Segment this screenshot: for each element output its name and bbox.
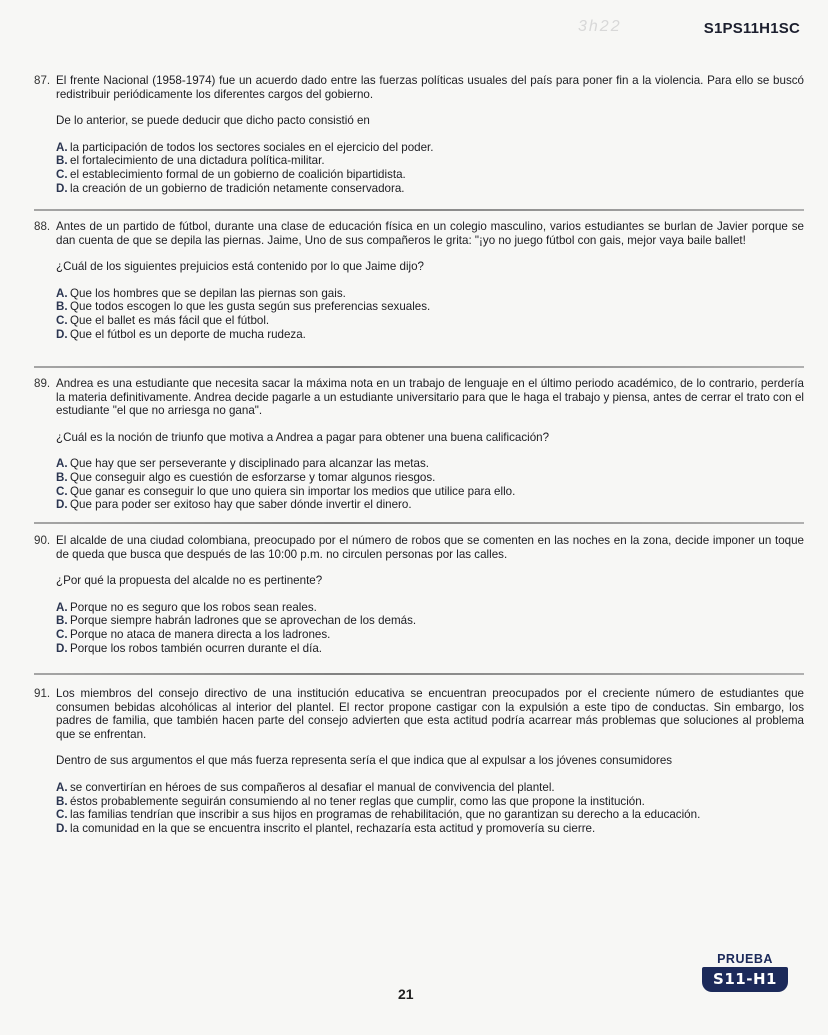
option-text: Porque siempre habrán ladrones que se aprovechan de los demás. [70, 614, 417, 628]
answer-options [34, 781, 804, 835]
answer-options [34, 141, 804, 195]
question-87 [34, 74, 804, 195]
question-stem [34, 74, 804, 101]
answer-option-b[interactable] [56, 614, 804, 628]
option-text: Que los hombres que se depilan las piernas son gais. [70, 286, 346, 300]
option-text: Que el ballet es más fácil que el fútbol. [70, 313, 270, 327]
question-prompt: ¿Cuál es la noción de triunfo que motiva a Andrea a pagar para obtener una buena calificación? [56, 430, 550, 444]
question-89 [34, 377, 804, 512]
option-text: se convertirían en héroes de sus compañeros al desafiar el manual de convivencia del plantel. [70, 780, 555, 794]
answer-option-a[interactable] [56, 781, 804, 795]
question-stem [34, 534, 804, 561]
option-letter: B. [56, 300, 68, 314]
exam-code-header: S1PS11H1SC [703, 20, 800, 37]
option-letter: B. [56, 470, 68, 484]
badge-label: PRUEBA [717, 952, 773, 966]
option-letter: D. [56, 327, 68, 341]
option-text: Que el fútbol es un deporte de mucha rudeza. [70, 327, 306, 341]
option-letter: A. [56, 140, 68, 154]
question-stem [34, 377, 804, 418]
question-88 [34, 220, 804, 341]
option-text: éstos probablemente seguirán consumiendo al no tener reglas que cumplir, como las que propone la institución. [70, 794, 645, 808]
answer-options [34, 457, 804, 511]
answer-option-c[interactable] [56, 808, 804, 822]
section-divider [34, 522, 804, 524]
option-letter: B. [56, 154, 68, 168]
question-prompt: De lo anterior, se puede deducir que dicho pacto consistió en [56, 114, 370, 128]
question-prompt: ¿Por qué la propuesta del alcalde no es pertinente? [56, 574, 323, 588]
option-text: la participación de todos los sectores sociales en el ejercicio del poder. [70, 140, 434, 154]
option-text: Porque no ataca de manera directa a los ladrones. [70, 627, 331, 641]
answer-option-c[interactable] [56, 628, 804, 642]
answer-option-b[interactable] [56, 471, 804, 485]
answer-option-c[interactable] [56, 485, 804, 499]
option-letter: B. [56, 614, 68, 628]
option-text: Que hay que ser perseverante y disciplinado para alcanzar las metas. [70, 457, 429, 471]
option-letter: C. [56, 167, 68, 181]
question-number: 91. [34, 687, 51, 700]
option-letter: C. [56, 313, 68, 327]
option-letter: D. [56, 181, 68, 195]
option-letter: A. [56, 600, 68, 614]
answer-option-a[interactable] [56, 457, 804, 471]
answer-option-d[interactable] [56, 822, 804, 836]
question-prompt: ¿Cuál de los siguientes prejuicios está contenido por lo que Jaime dijo? [56, 260, 424, 274]
question-text: El frente Nacional (1958-1974) fue un acuerdo dado entre las fuerzas políticas usuales del país para poner fin a la violencia. Para ello se buscó redistribuir periódicamente los diferentes cargos del gobierno. [56, 74, 804, 101]
answer-option-d[interactable] [56, 328, 804, 342]
answer-option-a[interactable] [56, 141, 804, 155]
question-prompt: Dentro de sus argumentos el que más fuerza representa sería el que indica que al expulsar a los jóvenes consumidores [56, 754, 673, 768]
option-letter: B. [56, 794, 68, 808]
question-text: Los miembros del consejo directivo de una institución educativa se encuentran preocupados por el creciente número de estudiantes que consumen bebidas alcohólicas al interior del plantel. El rector propone castigar con la expulsión a este tipo de conductas. Sin embargo, los padres de familia, que también hacen parte del consejo advierten que esta actitud podría acarrear más problemas que soluciones al problema que se enfrentan. [56, 687, 804, 741]
question-number: 89. [34, 377, 51, 390]
option-letter: D. [56, 498, 68, 512]
answer-option-b[interactable] [56, 300, 804, 314]
option-text: el establecimiento formal de un gobierno de coalición bipartidista. [70, 167, 406, 181]
option-text: el fortalecimiento de una dictadura política-militar. [70, 154, 325, 168]
exam-badge [702, 952, 788, 992]
answer-option-c[interactable] [56, 314, 804, 328]
section-divider [34, 366, 804, 368]
option-text: Que todos escogen lo que les gusta según sus preferencias sexuales. [70, 300, 431, 314]
answer-options [34, 601, 804, 655]
option-text: la creación de un gobierno de tradición netamente conservadora. [70, 181, 405, 195]
handwritten-pencil-mark: 3h22 [578, 18, 622, 35]
answer-option-c[interactable] [56, 168, 804, 182]
section-divider [34, 209, 804, 211]
answer-option-d[interactable] [56, 642, 804, 656]
answer-option-d[interactable] [56, 498, 804, 512]
option-letter: D. [56, 641, 68, 655]
question-text: El alcalde de una ciudad colombiana, preocupado por el número de robos que se comenten en las noches en la zona, decide imponer un toque de queda que busca que después de las 10:00 p.m. no circulen personas por las calles. [56, 534, 804, 561]
answer-option-b[interactable] [56, 795, 804, 809]
option-letter: C. [56, 484, 68, 498]
badge-code: S11-H1 [702, 967, 788, 992]
question-stem [34, 687, 804, 741]
option-text: Que para poder ser exitoso hay que saber dónde invertir el dinero. [70, 498, 412, 512]
option-text: las familias tendrían que inscribir a sus hijos en programas de rehabilitación, que no garantizan su derecho a la educación. [70, 808, 701, 822]
option-text: Porque los robos también ocurren durante el día. [70, 641, 322, 655]
question-number: 90. [34, 534, 51, 547]
question-90 [34, 534, 804, 655]
question-text: Andrea es una estudiante que necesita sacar la máxima nota en un trabajo de lenguaje en el último periodo académico, de lo contrario, perdería la materia definitivamente. Andrea decide pagarle a un estudiante universitario para que le haga el trabajo y piensa, antes de cerrar el trato con el estudiante "el que no arriesga no gana". [56, 377, 804, 418]
answer-options [34, 287, 804, 341]
question-number: 87. [34, 74, 51, 87]
section-divider [34, 673, 804, 675]
question-number: 88. [34, 220, 51, 233]
answer-option-a[interactable] [56, 287, 804, 301]
question-stem [34, 220, 804, 247]
option-text: Que ganar es conseguir lo que uno quiera sin importar los medios que utilice para ello. [70, 484, 516, 498]
option-text: Porque no es seguro que los robos sean reales. [70, 600, 317, 614]
option-letter: C. [56, 808, 68, 822]
question-text: Antes de un partido de fútbol, durante una clase de educación física en un colegio masculino, varios estudiantes se burlan de Javier porque se dan cuenta de que se depila las piernas. Jaime, Uno de sus compañeros le grita: "¡yo no juego fútbol con gais, mejor vaya baile ballet! [56, 220, 804, 247]
option-letter: A. [56, 780, 68, 794]
page-number: 21 [398, 986, 414, 1002]
option-text: la comunidad en la que se encuentra inscrito el plantel, rechazaría esta actitud y promovería su cierre. [70, 821, 596, 835]
option-letter: A. [56, 286, 68, 300]
option-text: Que conseguir algo es cuestión de esforzarse y tomar algunos riesgos. [70, 470, 436, 484]
answer-option-a[interactable] [56, 601, 804, 615]
answer-option-d[interactable] [56, 182, 804, 196]
answer-option-b[interactable] [56, 154, 804, 168]
question-91 [34, 687, 804, 835]
option-letter: D. [56, 821, 68, 835]
option-letter: C. [56, 627, 68, 641]
option-letter: A. [56, 457, 68, 471]
